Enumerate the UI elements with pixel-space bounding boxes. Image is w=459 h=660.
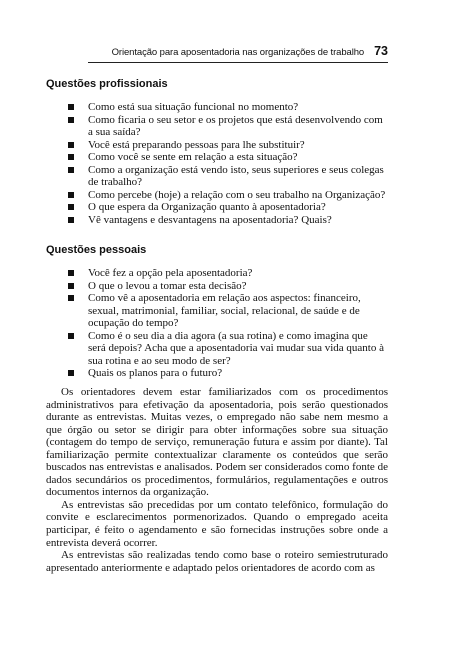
personal-questions-list [88, 267, 388, 380]
page-header [88, 44, 388, 63]
body-text [46, 386, 388, 574]
list-item: Vê vantagens e desvantagens na aposentadoria? Quais? [88, 214, 388, 227]
section-title-personal: Questões pessoais [46, 244, 147, 256]
list-item: O que o levou a tomar esta decisão? [88, 280, 388, 293]
list-item: Como é o seu dia a dia agora (a sua rotina) e como imagina que será depois? Acha que a aposentadoria vai mudar sua vida quanto à sua rotina e ao seu modo de ser? [88, 330, 388, 368]
list-item: Como percebe (hoje) a relação com o seu trabalho na Organização? [88, 189, 388, 202]
list-item: Como a organização está vendo isto, seus superiores e seus colegas de trabalho? [88, 164, 388, 189]
list-item: Como vê a aposentadoria em relação aos aspectos: financeiro, sexual, matrimonial, familiar, social, relacional, de saúde e de ocupação do tempo? [88, 292, 388, 330]
list-item: Você está preparando pessoas para lhe substituir? [88, 139, 388, 152]
list-item: O que espera da Organização quanto à aposentadoria? [88, 201, 388, 214]
list-item: Como você se sente em relação a esta situação? [88, 151, 388, 164]
body-paragraph: Os orientadores devem estar familiarizados com os procedimentos administrativos para efetivação da aposentadoria, pois serão questionados durante as entrevistas. Muitas vezes, o empregado não sabe nem mesmo a que órgão ou setor se dirigir para obter informações sobre sua situação (contagem do tempo de serviço, remuneração futura e assim por diante). Tal familiarização permite contextualizar claramente os conteúdos que serão buscados nas entrevistas e analisados. Podem ser considerados como fonte de dados secundários os procedimentos, formulários, regulamentações e outros documentos internos da organização. [46, 386, 388, 499]
section-title-professional: Questões profissionais [46, 78, 168, 90]
list-item: Quais os planos para o futuro? [88, 367, 388, 380]
list-item: Como ficaria o seu setor e os projetos que está desenvolvendo com a sua saída? [88, 114, 388, 139]
professional-questions-list [88, 101, 388, 226]
body-paragraph: As entrevistas são realizadas tendo como base o roteiro semiestruturado apresentado anteriormente e adaptado pelos orientadores de acordo com as [46, 549, 388, 574]
body-paragraph: As entrevistas são precedidas por um contato telefônico, formulação do convite e esclarecimentos pormenorizados. Quando o empregado aceita participar, é feito o agendamento e são fornecidas instruções sobre onde a entrevista deverá ocorrer. [46, 498, 388, 549]
running-title: Orientação para aposentadoria nas organizações de trabalho [111, 47, 365, 58]
page-number: 73 [374, 44, 388, 58]
list-item: Como está sua situação funcional no momento? [88, 101, 388, 114]
list-item: Você fez a opção pela aposentadoria? [88, 267, 388, 280]
